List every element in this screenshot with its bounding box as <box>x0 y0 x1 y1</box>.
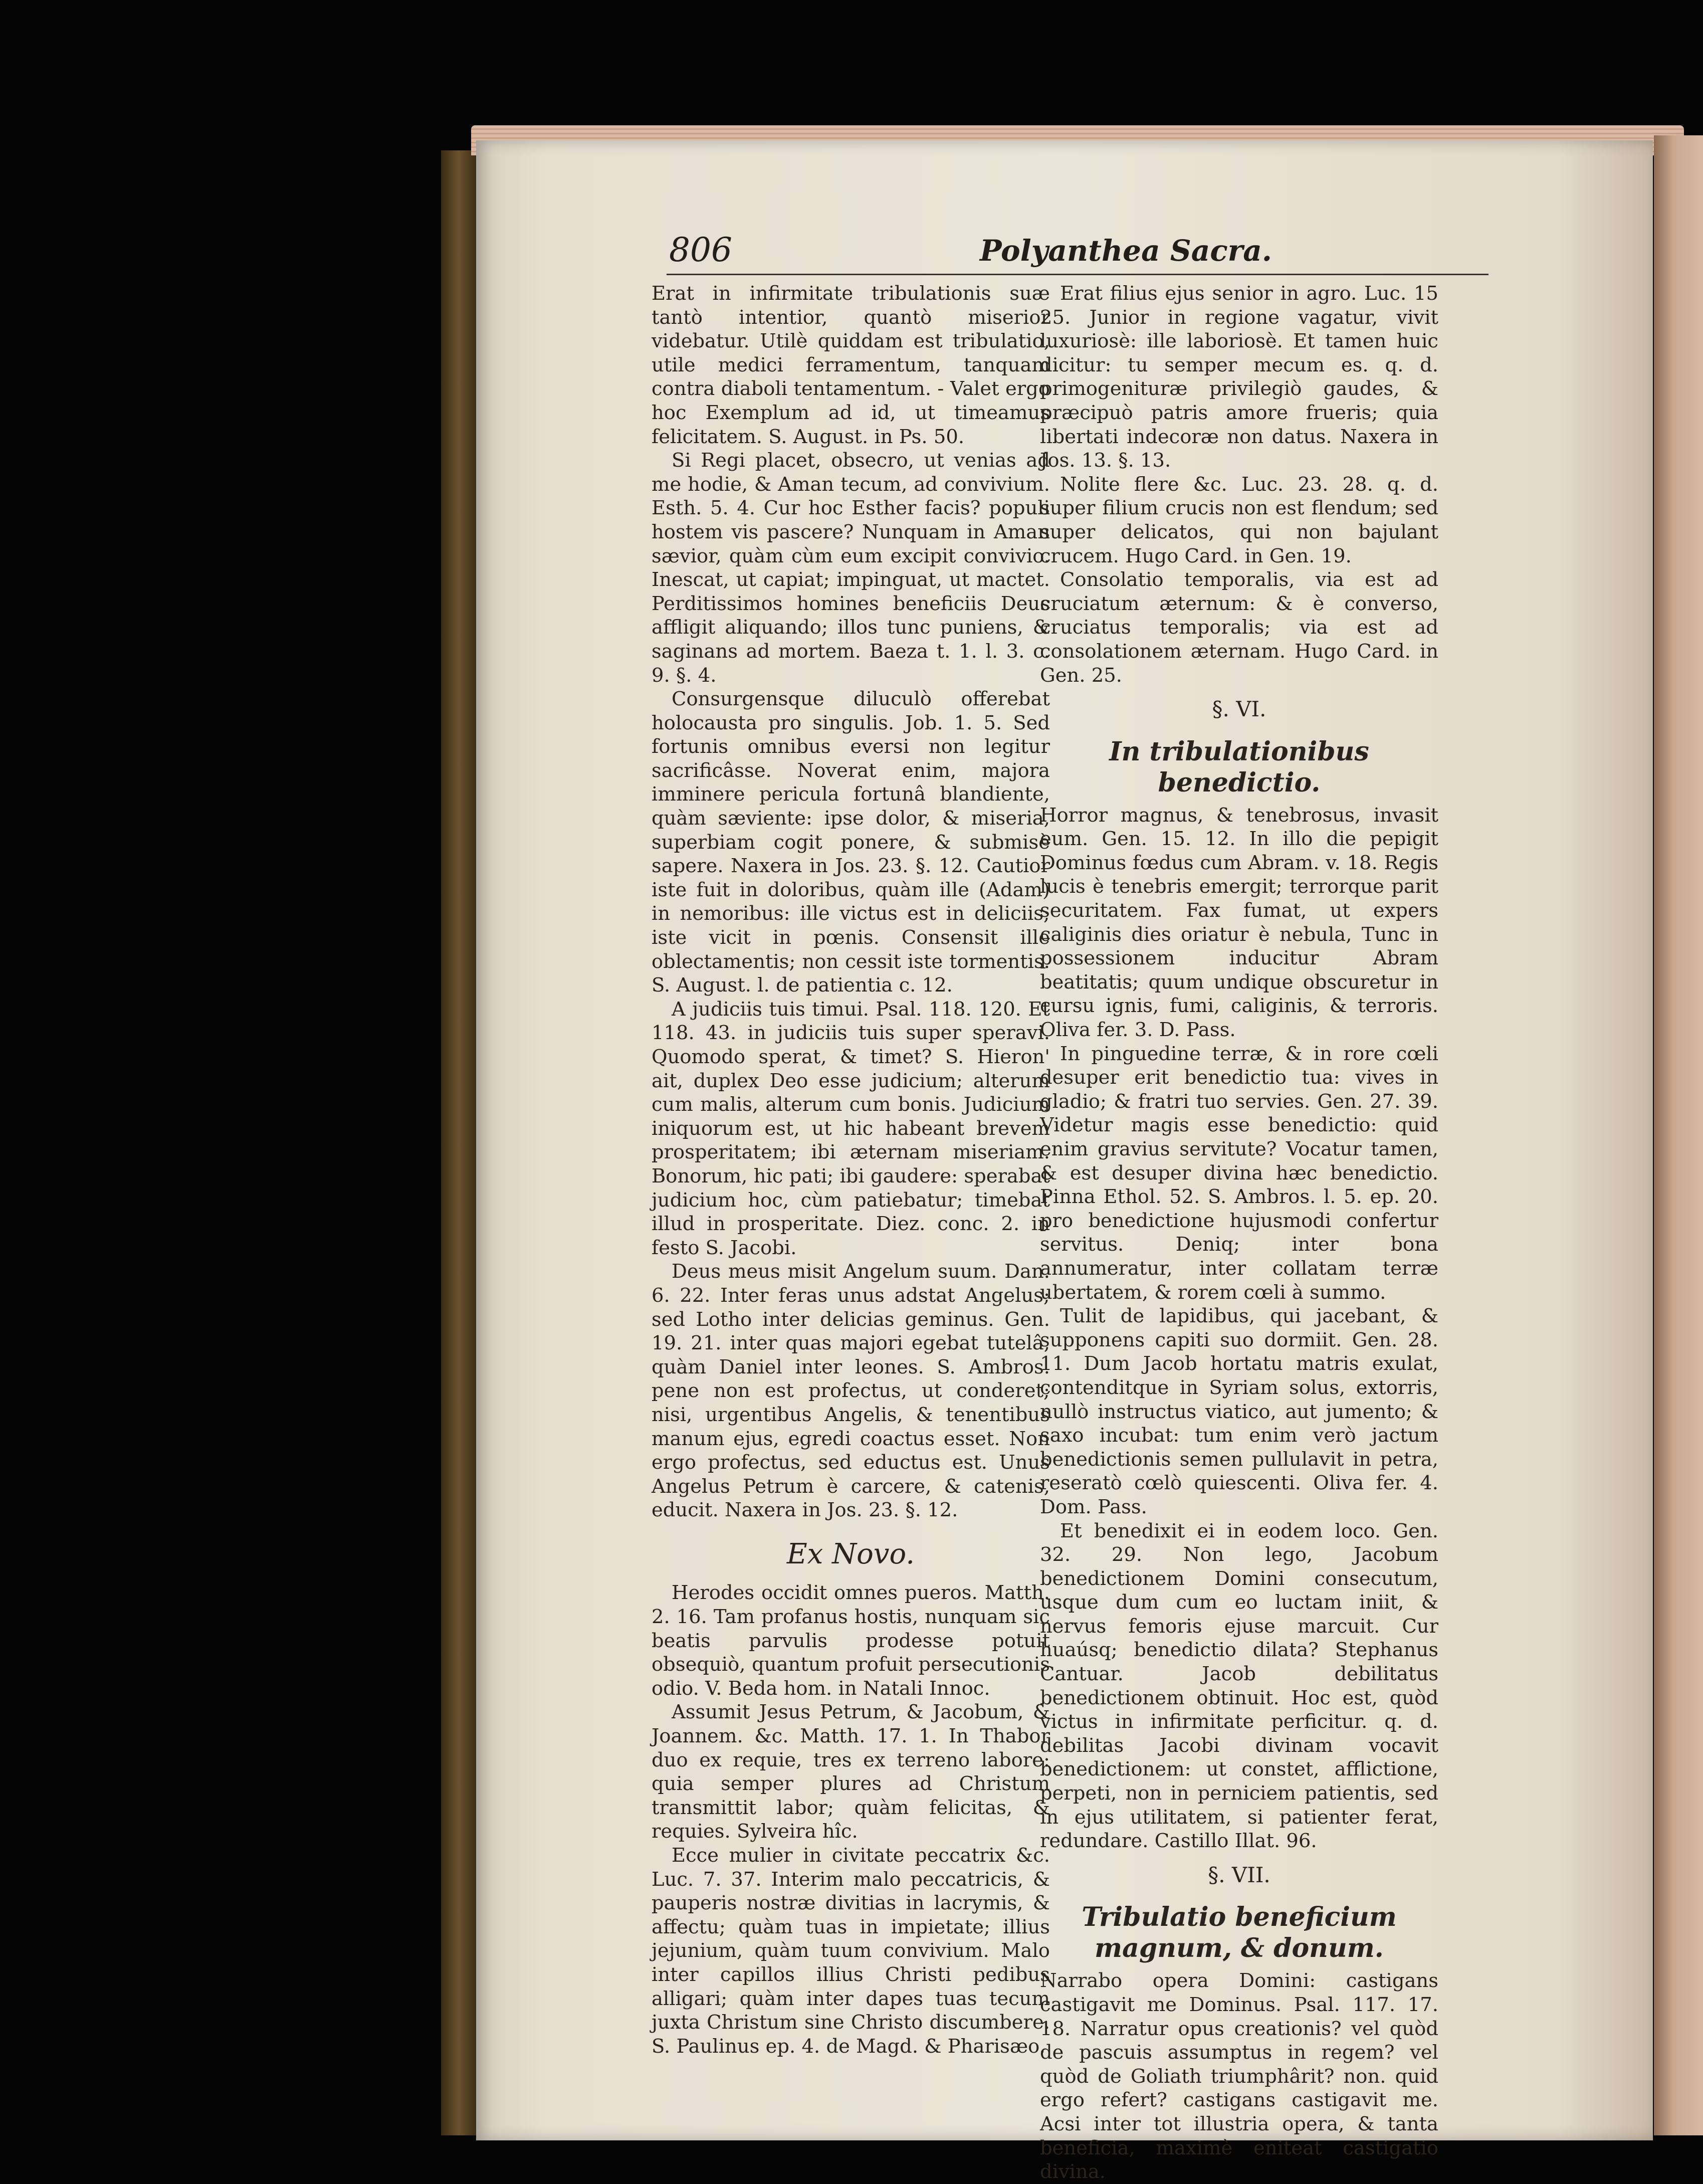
section-heading: Ex Novo. <box>786 1537 915 1570</box>
paragraph: Tulit de lapidibus, qui jacebant, & supponens capiti suo dormiit. Gen. 28. 11. Dum Jacob hortatu matris exulat, contenditque in Syriam solus, extorris, nullò instructus viatico, aut jumento; & saxo incubat: tum enim verò jactum benedictionis semen pullulavit in petra, reseratò cœlò quiescenti. Oliva fer. 4. Dom. Pass. <box>1040 1305 1438 1518</box>
book-spine <box>441 150 476 2135</box>
paragraph: Si Regi placet, obsecro, ut venias ad me hodie, & Aman tecum, ad convivium. Esth. 5. 4. Cur hoc Esther facis? populi hostem vis pascere? Nunquam in Aman sævior, quàm cùm eum excipit convivio. Inescat, ut capiat; impinguat, ut mactet. Perditissimos homines beneficiis Deus affligit aliquando; illos tunc puniens, & saginans ad mortem. Baeza t. 1. l. 3. c. 9. §. 4. <box>652 449 1050 687</box>
paragraph: Narrabo opera Domini: castigans castigavit me Dominus. Psal. 117. 17. 18. Narratur opus creationis? vel quòd de pascuis assumptus in regem? vel quòd de Goliath triumphârit? non. quid ergo refert? castigans castigavit me. Acsi inter tot illustria opera, & tanta beneficia, maximè eniteat castigatio divina. <box>1040 1969 1438 2183</box>
paragraph: Consurgensque diluculò offerebat holocausta pro singulis. Job. 1. 5. Sed fortunis omnibus eversi non legitur sacrificâsse. Noverat enim, majora imminere pericula fortunâ blandiente, quàm sæviente: ipse dolor, & miseria, superbiam cogit ponere, & submisè sapere. Naxera in Jos. 23. §. 12. Cautior iste fuit in doloribus, quàm ille (Adam) in nemoribus: ille victus est in deliciis; iste vicit in pœnis. Consensit ille oblectamentis; non cessit iste tormentis. S. August. l. de patientia c. 12. <box>652 688 1050 997</box>
right-column <box>1040 282 1438 2184</box>
section-title: Tribulatio beneficium magnum, & donum. <box>1082 1902 1397 1964</box>
paragraph: Erat in infirmitate tribulationis suæ tantò intentior, quantò miserior videbatur. Utilè quiddam est tribulatio, utile medici ferramentum, tanquam contra diaboli tentamentum. - Valet ergo hoc Exemplum ad id, ut timeamus felicitatem. S. August. in Ps. 50. <box>652 282 1050 448</box>
section-number: §. VI. <box>1212 697 1266 722</box>
left-column <box>652 282 1050 2058</box>
paragraph: Nolite flere &c. Luc. 23. 28. q. d. super filium crucis non est flendum; sed super delicatos, qui non bajulant crucem. Hugo Card. in Gen. 19. <box>1040 473 1438 567</box>
facing-page-edge <box>1654 135 1703 2135</box>
section-title: In tribulationibus benedictio. <box>1109 736 1369 798</box>
section-number: §. VII. <box>1208 1862 1270 1887</box>
paragraph: Consolatio temporalis, via est ad cruciatum æternum: & è converso, cruciatus temporalis; via est ad consolationem æternam. Hugo Card. in Gen. 25. <box>1040 568 1438 687</box>
page-number: 806 <box>669 231 732 269</box>
paragraph: Deus meus misit Angelum suum. Dan. 6. 22. Inter feras unus adstat Angelus; sed Lotho inter delicias geminus. Gen. 19. 21. inter quas majori egebat tutelâ, quàm Daniel inter leones. S. Ambros. pene non est profectus, ut conderet; nisi, urgentibus Angelis, & tenentibus manum ejus, egredi coactus esset. Non ergo profectus, sed eductus est. Unus Angelus Petrum è carcere, & catenis, educit. Naxera in Jos. 23. §. 12. <box>652 1260 1050 1522</box>
paragraph: Horror magnus, & tenebrosus, invasit eum. Gen. 15. 12. In illo die pepigit Dominus fœdus cum Abram. v. 18. Regis lucis è tenebris emergit; terrorque parit securitatem. Fax fumat, ut expers caliginis dies oriatur è nebula, Tunc in possessionem inducitur Abram beatitatis; quum undique obscuretur in cursu ignis, fumi, caliginis, & terroris. Oliva fer. 3. D. Pass. <box>1040 804 1438 1042</box>
paragraph: Et benedixit ei in eodem loco. Gen. 32. 29. Non lego, Jacobum benedictionem Domini consecutum, usque dum cum eo luctam iniit, & nervus femoris ejuse marcuit. Cur huaúsq; benedictio dilata? Stephanus Cantuar. Jacob debilitatus benedictionem obtinuit. Hoc est, quòd victus in infirmitate perficitur. q. d. debilitas Jacobi divinam vocavit benedictionem: ut constet, afflictione, perpeti, non in perniciem patientis, sed in ejus utilitatem, si patienter ferat, redundare. Castillo Illat. 96. <box>1040 1519 1438 1853</box>
running-title: Polyanthea Sacra. <box>980 234 1272 268</box>
paragraph: Erat filius ejus senior in agro. Luc. 15 25. Junior in regione vagatur, vivit luxuriosè: ille laboriosè. Et tamen huic dicitur: tu semper mecum es. q. d. primogenituræ privilegiò gaudes, & præcipuò patris amore frueris; quia libertati indecoræ non datus. Naxera in Jos. 13. §. 13. <box>1040 282 1438 472</box>
page-header <box>669 231 1501 271</box>
paragraph: Herodes occidit omnes pueros. Matth. 2. 16. Tam profanus hostis, nunquam sic beatis parvulis prodesse potuit obsequiò, quantum profuit persecutionis odio. V. Beda hom. in Natali Innoc. <box>652 1581 1050 1700</box>
paragraph: Assumit Jesus Petrum, & Jacobum, & Joannem. &c. Matth. 17. 1. In Thabor duo ex requie, tres ex terreno labore: quia semper plures ad Christum transmittit labor; quàm felicitas, & requies. Sylveira hîc. <box>652 1701 1050 1843</box>
paragraph: In pinguedine terræ, & in rore cœli desuper erit benedictio tua: vives in gladio; & fratri tuo servies. Gen. 27. 39. Videtur magis esse benedictio: quid enim gravius servitute? Vocatur tamen, & est desuper divina hæc benedictio. Pinna Ethol. 52. S. Ambros. l. 5. ep. 20. pro benedictione hujusmodi confertur servitus. Deniq; inter bona annumeratur, inter collatam terræ ubertatem, & rorem cœli à summo. <box>1040 1042 1438 1304</box>
header-rule <box>667 274 1488 275</box>
paragraph: Ecce mulier in civitate peccatrix &c. Luc. 7. 37. Interim malo peccatricis, & pauperis nostræ divitias in lacrymis, & affectu; quàm tuas in impietate; illius jejunium, quàm tuum convivium. Malo inter capillos illius Christi pedibus alligari; quàm inter dapes tuas tecum juxta Christum sine Christo discumbere. S. Paulinus ep. 4. de Magd. & Pharisæo. <box>652 1844 1050 2058</box>
paragraph: A judiciis tuis timui. Psal. 118. 120. Et 118. 43. in judiciis tuis super speravi. Quomodo sperat, & timet? S. Hieron' ait, duplex Deo esse judicium; alterum cum malis, alterum cum bonis. Judicium iniquorum est, ut hic habeant brevem prosperitatem; ibi æternam miseriam. Bonorum, hic pati; ibi gaudere: sperabat judicium hoc, cùm patiebatur; timebat illud in prosperitate. Diez. conc. 2. in festo S. Jacobi. <box>652 998 1050 1259</box>
